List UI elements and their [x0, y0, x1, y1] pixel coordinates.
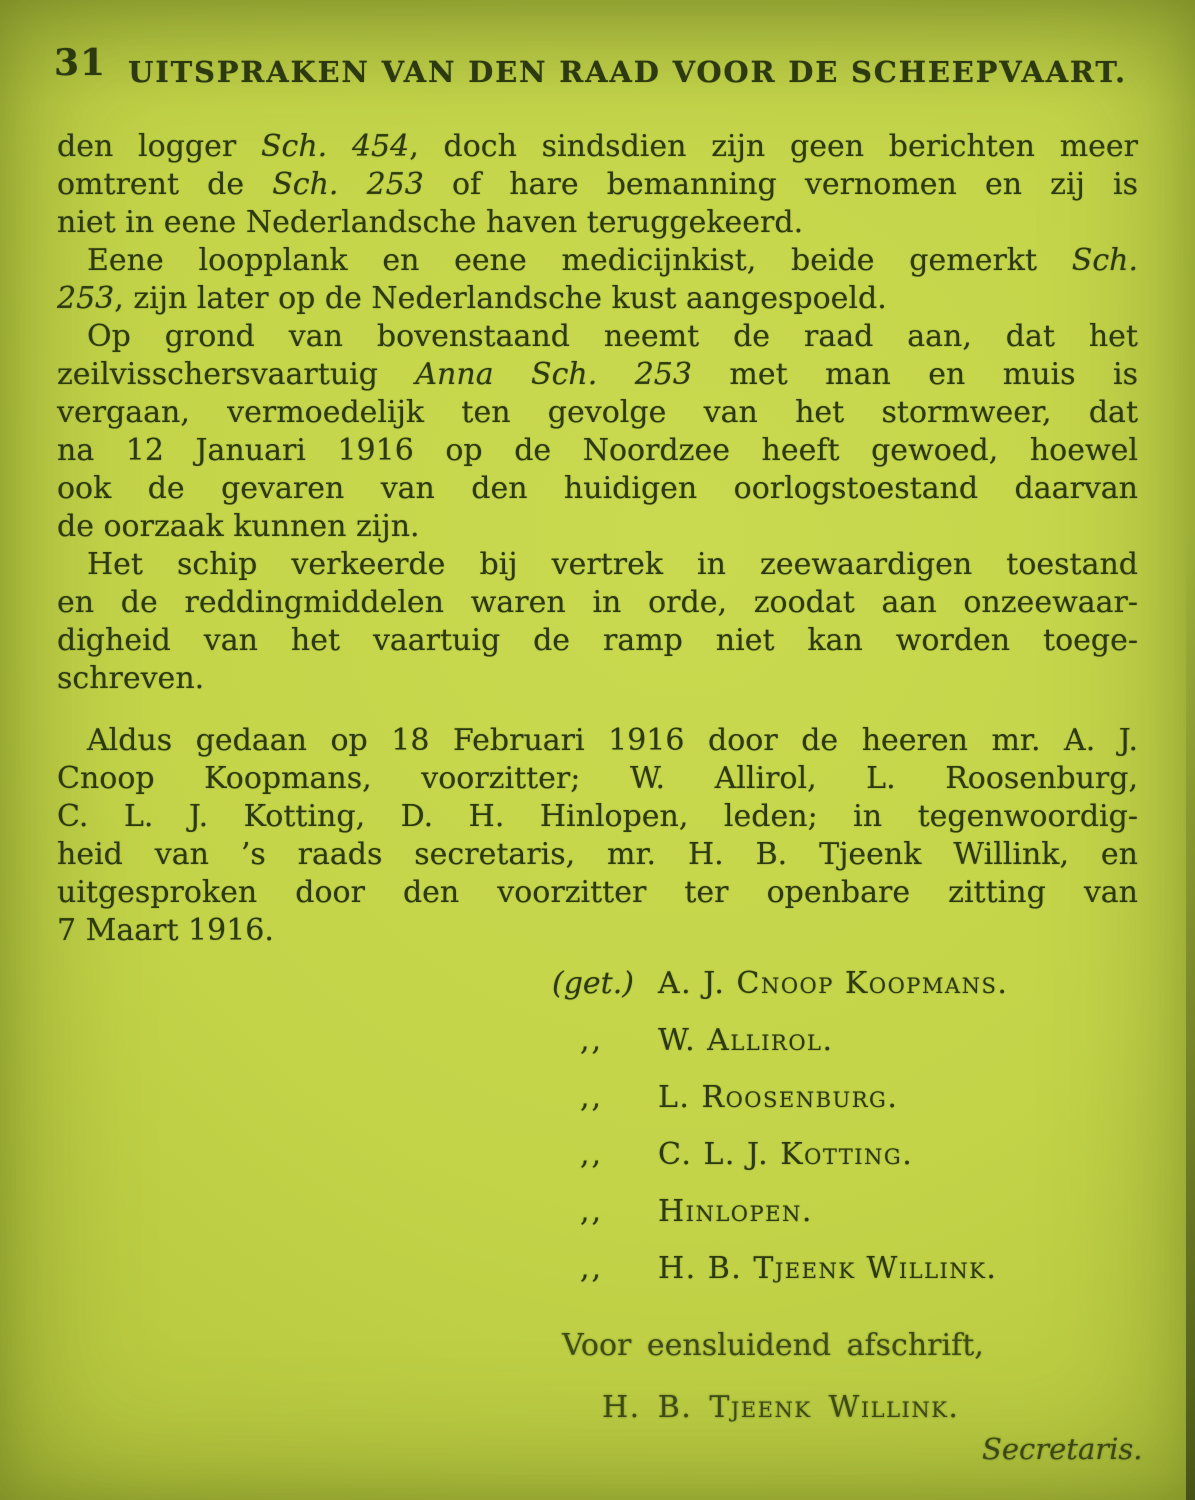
vessel-name-italic: Anna Sch. 253 [415, 357, 692, 392]
signatory-name: C. L. J. Kotting. [658, 1137, 914, 1172]
text-segment: uitgesproken door den voorzitter ter openbare zitting van [57, 875, 1138, 910]
text-segment: na 12 Januari 1916 op de Noordzee heeft gewoed, hoewel [57, 433, 1138, 468]
text-line [57, 660, 1138, 698]
text-line [57, 874, 1138, 912]
signature-row [552, 966, 1008, 1023]
ditto-mark: ,, [580, 1023, 604, 1058]
text-line [57, 912, 1138, 950]
text-segment: Eene loopplank en eene medicijnkist, beide gemerkt [87, 243, 1072, 278]
text-segment: niet in eene Nederlandsche haven teruggekeerd. [57, 205, 804, 240]
text-segment: met man en muis is [691, 357, 1138, 392]
text-segment: Op grond van bovenstaand neemt de raad aan, dat het [87, 319, 1138, 354]
paragraph [57, 722, 1138, 950]
page-edge-shadow [1186, 0, 1195, 1500]
text-segment: en de reddingmiddelen waren in orde, zoodat aan onzeewaar- [57, 585, 1138, 620]
page-number: 31 [54, 42, 107, 84]
closing-attestation: Voor eensluidend afschrift, [562, 1328, 984, 1363]
text-line [57, 836, 1138, 874]
text-segment: schreven. [57, 661, 205, 696]
text-line [57, 432, 1138, 470]
ditto-mark: ,, [580, 1080, 604, 1115]
vessel-name-italic: Sch. [1071, 243, 1138, 278]
text-segment: , doch sindsdien zijn geen berichten meer [409, 129, 1138, 164]
text-segment: heid van ’s raads secretaris, mr. H. B. Tjeenk Willink, en [57, 837, 1138, 872]
signature-block [552, 966, 1008, 1308]
text-segment: ook de gevaren van den huidigen oorlogstoestand daarvan [57, 471, 1138, 506]
text-line [57, 722, 1138, 760]
signature-row [552, 1080, 1008, 1137]
text-line [57, 318, 1138, 356]
text-segment: , zijn later op de Nederlandsche kust aangespoeld. [114, 281, 887, 316]
text-segment: digheid van het vaartuig de ramp niet kan worden toege- [57, 623, 1138, 658]
text-line [57, 356, 1138, 394]
paragraph [57, 318, 1138, 546]
text-segment: Cnoop Koopmans, voorzitter; W. Allirol, L. Roosenburg, [57, 761, 1138, 796]
text-line [57, 242, 1138, 280]
signatory-name: W. Allirol. [658, 1023, 834, 1058]
text-segment: C. L. J. Kotting, D. H. Hinlopen, leden; in tegenwoordig- [57, 799, 1138, 834]
paragraph [57, 546, 1138, 698]
text-segment: de oorzaak kunnen zijn. [57, 509, 420, 544]
text-line [57, 204, 1138, 242]
text-segment: of hare bemanning vernomen en zij is [423, 167, 1138, 202]
text-segment: Het schip verkeerde bij vertrek in zeewaardigen toestand [87, 547, 1138, 582]
closing-role: Secretaris. [982, 1432, 1143, 1466]
signatory-name: A. J. Cnoop Koopmans. [658, 966, 1009, 1001]
ditto-mark: ,, [580, 1137, 604, 1172]
signature-row [552, 1251, 1008, 1308]
text-line [57, 128, 1138, 166]
text-segment: vergaan, vermoedelijk ten gevolge van het stormweer, dat [57, 395, 1138, 430]
text-line [57, 166, 1138, 204]
text-segment: omtrent de [57, 167, 273, 202]
text-line [57, 470, 1138, 508]
vessel-name-italic: Sch. 454 [260, 129, 410, 164]
body-text [57, 128, 1138, 950]
text-segment: 7 Maart 1916. [57, 913, 274, 948]
text-segment: zeilvisschersvaartuig [57, 357, 416, 392]
text-line [57, 760, 1138, 798]
closing-signature-name: H. B. Tjeenk Willink. [602, 1390, 960, 1425]
text-segment: den logger [57, 129, 261, 164]
text-line [57, 798, 1138, 836]
text-line [57, 394, 1138, 432]
signature-row [552, 1137, 1008, 1194]
text-line [57, 546, 1138, 584]
text-line [57, 584, 1138, 622]
ditto-mark: ,, [580, 1251, 604, 1286]
signed-abbreviation: (get.) [552, 966, 634, 1001]
vessel-name-italic: 253 [57, 281, 115, 316]
text-line [57, 622, 1138, 660]
signature-row [552, 1023, 1008, 1080]
signatory-name: L. Roosenburg. [658, 1080, 899, 1115]
text-line [57, 508, 1138, 546]
paragraph [57, 242, 1138, 318]
paragraph [57, 128, 1138, 242]
vessel-name-italic: Sch. 253 [272, 167, 424, 202]
ditto-mark: ,, [580, 1194, 604, 1229]
signatory-name: H. B. Tjeenk Willink. [658, 1251, 998, 1286]
text-line [57, 280, 1138, 318]
text-segment: Aldus gedaan op 18 Februari 1916 door de heeren mr. A. J. [87, 723, 1138, 758]
signature-row [552, 1194, 1008, 1251]
signatory-name: Hinlopen. [658, 1194, 813, 1229]
running-header: UITSPRAKEN VAN DEN RAAD VOOR DE SCHEEPVAART. [128, 55, 1127, 89]
